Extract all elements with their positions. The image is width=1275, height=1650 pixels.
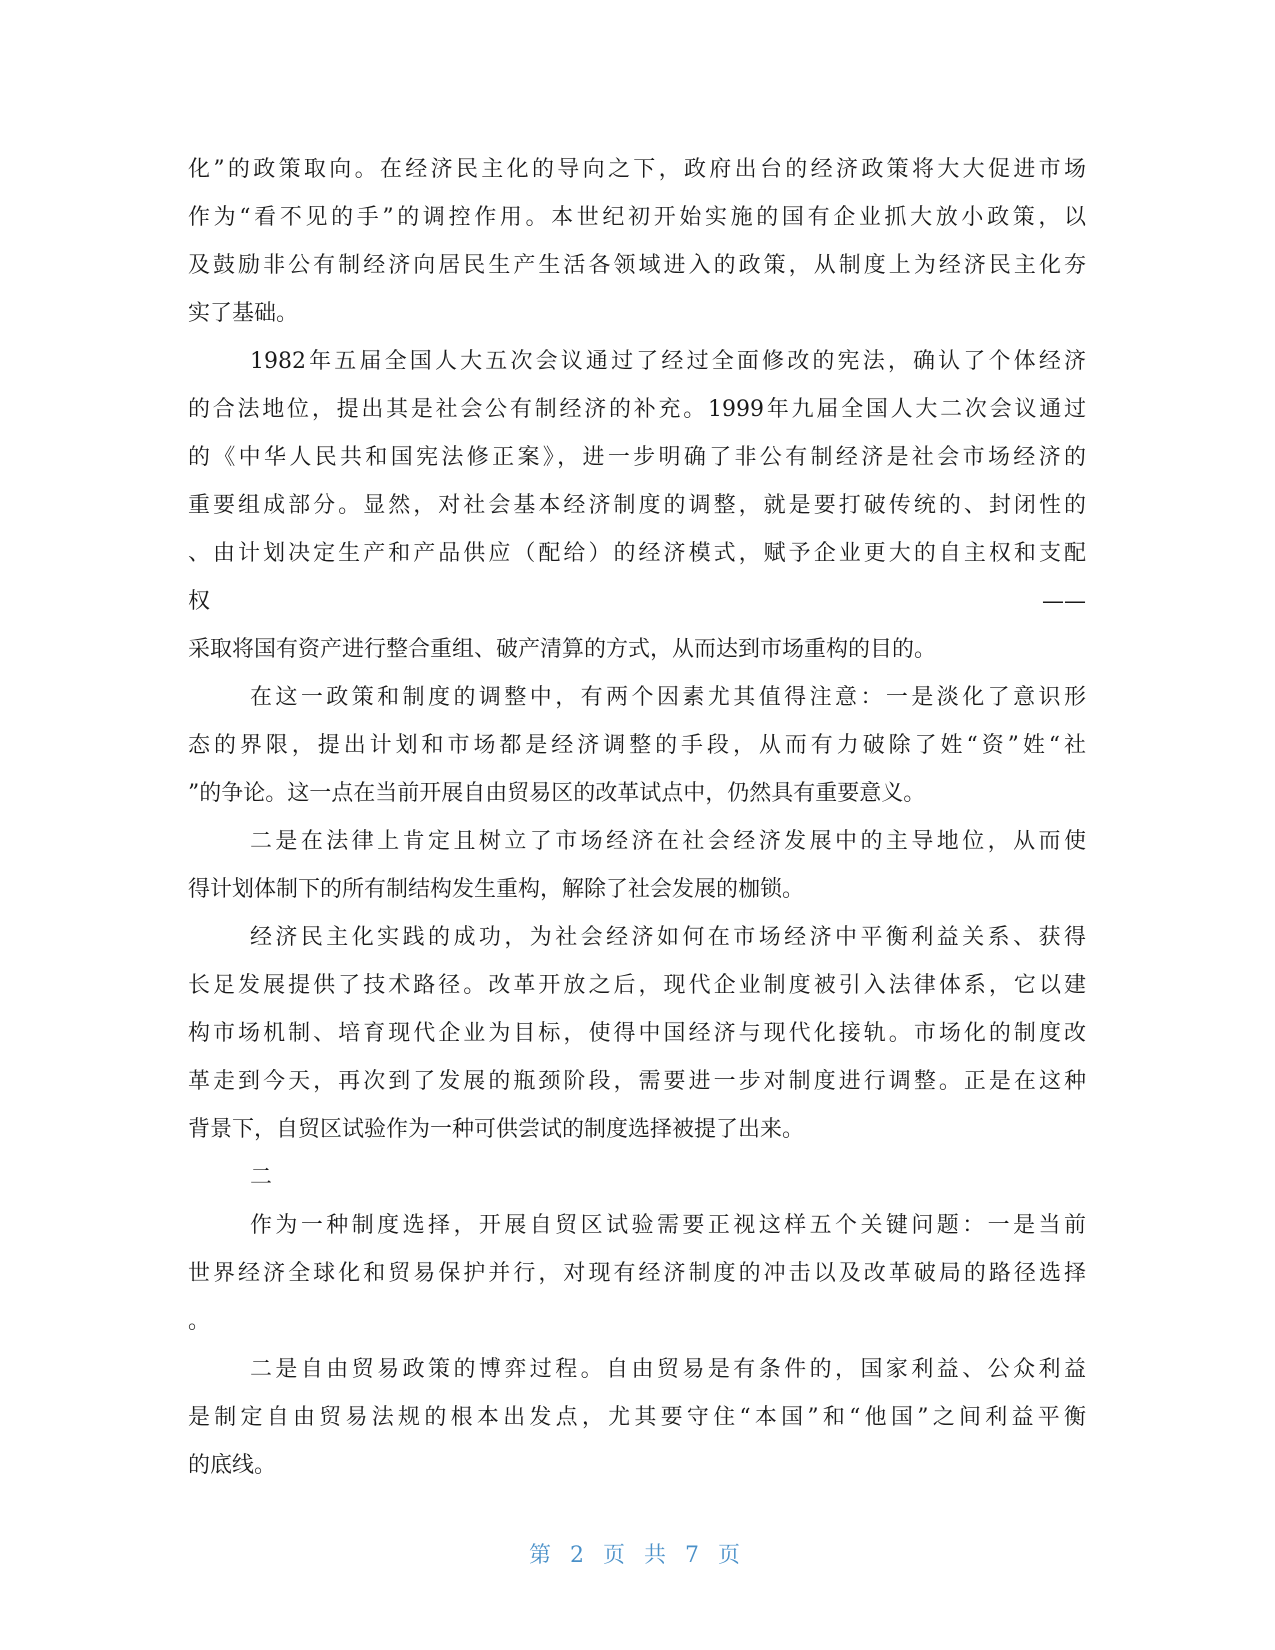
document-body bbox=[188, 146, 1086, 1490]
text-line: 、由计划决定生产和产品供应（配给）的经济模式，赋予企业更大的自主权和支配 bbox=[188, 541, 1086, 566]
text-line: 背景下，自贸区试验作为一种可供尝试的制度选择被提了出来。 bbox=[188, 1117, 805, 1142]
text-line: 作为一种制度选择，开展自贸区试验需要正视这样五个关键问题：一是当前 bbox=[250, 1213, 1086, 1238]
paragraph-two-factors bbox=[188, 674, 1086, 818]
text-line: 态的界限，提出计划和市场都是经济调整的手段，从而有力破除了姓“资”姓“社 bbox=[188, 733, 1086, 758]
text-line: 的底线。 bbox=[188, 1453, 277, 1478]
text-line: 世界经济全球化和贸易保护并行，对现有经济制度的冲击以及改革破局的路径选择 bbox=[188, 1261, 1086, 1286]
page-number-footer: 第 2 页 共 7 页 bbox=[529, 1543, 746, 1568]
text-line: 重要组成部分。显然，对社会基本经济制度的调整，就是要打破传统的、封闭性的 bbox=[188, 493, 1086, 518]
text-line: 是制定自由贸易法规的根本出发点，尤其要守住“本国”和“他国”之间利益平衡 bbox=[188, 1405, 1086, 1430]
paragraph-five-issues bbox=[188, 1202, 1086, 1346]
text-line: 构市场机制、培育现代企业为目标，使得中国经济与现代化接轨。市场化的制度改 bbox=[188, 1021, 1086, 1046]
paragraph-practice-success bbox=[188, 914, 1086, 1154]
text-line: 的合法地位，提出其是社会公有制经济的补充。1999年九届全国人大二次会议通过 bbox=[188, 397, 1086, 422]
text-line: 化”的政策取向。在经济民主化的导向之下，政府出台的经济政策将大大促进市场 bbox=[188, 157, 1086, 182]
paragraph-economic-democratization bbox=[188, 146, 1086, 338]
text-line: 作为“看不见的手”的调控作用。本世纪初开始实施的国有企业抓大放小政策，以 bbox=[188, 205, 1086, 230]
text-line: 的《中华人民共和国宪法修正案》，进一步明确了非公有制经济是社会市场经济的 bbox=[188, 445, 1086, 470]
paragraph-free-trade-game bbox=[188, 1346, 1086, 1490]
text-line: 二 bbox=[250, 1165, 273, 1190]
text-line: 。 bbox=[188, 1309, 211, 1334]
text-line: 及鼓励非公有制经济向居民生产生活各领域进入的政策，从制度上为经济民主化夯 bbox=[188, 253, 1086, 278]
text-line: 采取将国有资产进行整合重组、破产清算的方式，从而达到市场重构的目的。 bbox=[188, 637, 937, 662]
text-line: 1982年五届全国人大五次会议通过了经过全面修改的宪法，确认了个体经济 bbox=[250, 349, 1086, 374]
text-line: 在这一政策和制度的调整中，有两个因素尤其值得注意：一是淡化了意识形 bbox=[250, 685, 1086, 710]
text-line: 二是自由贸易政策的博弈过程。自由贸易是有条件的，国家利益、公众利益 bbox=[250, 1357, 1086, 1382]
paragraph-constitution-1982 bbox=[188, 338, 1086, 674]
text-line: 二是在法律上肯定且树立了市场经济在社会经济发展中的主导地位，从而使 bbox=[250, 829, 1086, 854]
section-heading-two bbox=[188, 1154, 1086, 1202]
text-line: 实了基础。 bbox=[188, 301, 299, 326]
text-line: 长足发展提供了技术路径。改革开放之后，现代企业制度被引入法律体系，它以建 bbox=[188, 973, 1086, 998]
text-line: 权—— bbox=[188, 589, 1086, 614]
text-line: ”的争论。这一点在当前开展自由贸易区的改革试点中，仍然具有重要意义。 bbox=[188, 781, 926, 806]
text-line: 经济民主化实践的成功，为社会经济如何在市场经济中平衡利益关系、获得 bbox=[250, 925, 1086, 950]
text-line: 得计划体制下的所有制结构发生重构，解除了社会发展的枷锁。 bbox=[188, 877, 805, 902]
text-line: 革走到今天，再次到了发展的瓶颈阶段，需要进一步对制度进行调整。正是在这种 bbox=[188, 1069, 1086, 1094]
paragraph-legal-status bbox=[188, 818, 1086, 914]
